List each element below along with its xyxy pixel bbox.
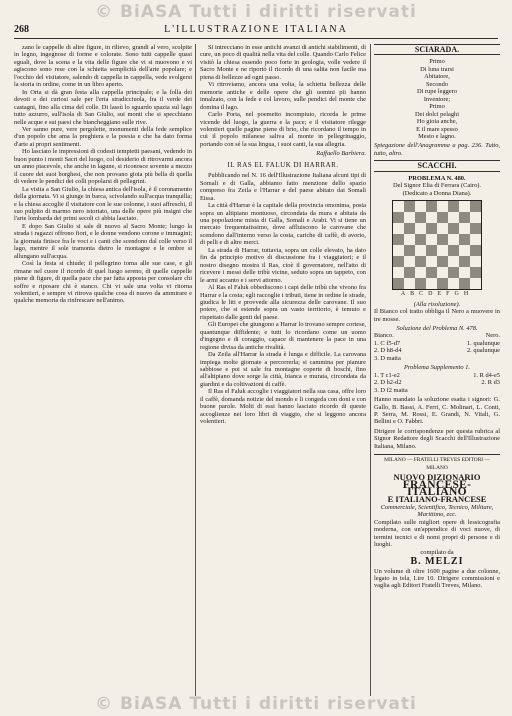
board-square — [459, 201, 470, 212]
chess-board — [392, 200, 482, 290]
scacchi-heading: SCACCHI. — [374, 160, 500, 171]
board-square — [459, 223, 470, 234]
board-square — [415, 212, 426, 223]
verse-line: Primo — [429, 58, 445, 66]
board-square — [459, 267, 470, 278]
paragraph: Vi ritroviamo, ancora una volta, la schietta bellezza delle memorie antiche e delle opere che gli uomini pii hanno innalzato, con la fede e col lavoro, sulle pendici del monte che domina il lago. — [200, 81, 366, 111]
board-square — [426, 223, 437, 234]
board-square — [393, 223, 404, 234]
board-square — [426, 201, 437, 212]
board-square — [393, 245, 404, 256]
solution-move-row — [374, 340, 500, 347]
article-paragraph: Pubblicando nel N. 16 dell'Illustrazione Italiana alcuni tipi di Somali e di Galla, abbiamo fatto menzione dello spazio compreso fra Zeila e l'Harrar e del paese abitato dai Somali Eissa. — [200, 172, 366, 202]
board-square — [404, 223, 415, 234]
board-square — [470, 223, 481, 234]
ad-details: Compilato sulle migliori opere di lessicografia moderna, con un'appendice di voci nuove, di termini tecnici e di nomi propri di persone e di luoghi. — [374, 518, 500, 549]
board-instruction: Il Bianco col tratto obbliga il Nero a muovere in tre mosse. — [374, 308, 500, 323]
board-square — [393, 256, 404, 267]
ad-author: B. MELZI — [410, 556, 464, 568]
board-square — [426, 256, 437, 267]
paragraph: In Orta si dà gran festa alla cappella principale; e la folla dei devoti e dei curiosi sale per l'erta stradicciuola, fra il verde dei castagni, fino alla cima del colle. Di lassù lo sguardo spazia sul lago tutto azzurro, sull'isola di San Giulio, sui monti che si specchiano nelle acque e sui paesi che biancheggiano sulle rive. — [14, 88, 192, 126]
verse-line: Dei dolci pelaghi — [414, 110, 459, 118]
board-square — [437, 278, 448, 289]
article-paragraph: La città d'Harrar è la capitale della provincia omonima, posta sopra un altipiano montuoso, circondata da mura e abitata da una popolazione mista di Galla, Somali e Arabi. Vi si tiene un mercato frequentatissimo, dove affluiscono le carovane che scendono dall'interno verso la costa, cariche di caffè, di avorio, di pelli e di altre merci. — [200, 202, 366, 247]
board-square — [470, 267, 481, 278]
verse-line: Mesto e lagno. — [418, 132, 456, 140]
board-square — [415, 234, 426, 245]
supplement-heading: Problema Supplemento 1. — [404, 364, 470, 372]
solution-move-row — [374, 347, 500, 354]
board-square — [448, 267, 459, 278]
column-rule-1 — [195, 44, 196, 696]
board-square — [459, 234, 470, 245]
black-move: 1. qualunque — [466, 339, 500, 347]
board-square — [415, 223, 426, 234]
verse-line: Primo — [429, 103, 445, 111]
board-file-letters: ABCDEFGH — [400, 291, 474, 298]
supplement-move-row — [374, 387, 500, 394]
board-square — [437, 201, 448, 212]
paragraph: Così la festa si chiude; il pellegrino torna alle sue case, e gli rimane nel cuore il ricordo di quel luogo sereno, di quelle cappelle piene di figure, di quella pace che par fatta apposta per consolare chi soffre e riposare chi è stanco. Chi vi sale una volta vi ritorna volentieri, e sempre vi ritrova qualche cosa di nuovo da ammirare e qualche memoria da rinfrescare nell'animo. — [14, 260, 192, 305]
ad-author-prefix: compilato da — [420, 548, 454, 556]
board-square — [448, 278, 459, 289]
board-square — [393, 201, 404, 212]
white-label: Bianco. — [374, 332, 394, 340]
black-move: 2. qualunque — [466, 347, 500, 355]
board-square — [448, 245, 459, 256]
board-square — [415, 245, 426, 256]
board-square — [415, 267, 426, 278]
paragraph: Ho lasciato le impressioni di codesti tempietti paesani, vedendo in buon punto i monti Sacri del luogo, col desiderio di ritrovarmi ancora un anno piacevole, che anche in lagune, si riconosce sovente a mezzo il cuore dei suoi borghesi, che non provano gioia più bella di quella di vedere le pendici dei colli popolarsi di pellegrini. — [14, 148, 192, 186]
black-move: 2. R d3 — [481, 379, 500, 387]
ad-title-line3: E ITALIANO-FRANCESE — [387, 494, 487, 505]
verse-line: Di rupe leggero — [416, 88, 458, 96]
board-square — [437, 245, 448, 256]
verse-line: Ho gioia anche, — [416, 118, 458, 126]
board-square — [470, 212, 481, 223]
board-square — [437, 212, 448, 223]
ad-title-line2: FRANCESE-ITALIANO — [402, 478, 472, 499]
article-paragraph: Il Ras el Faluk accoglie i viaggiatori nella sua casa, offre loro il caffè, domanda notizie del mondo e li congeda con doni e con buone parole. Molti di essi hanno lasciato ricordo di queste accoglienze nei loro libri di viaggio, che si leggono ancora volentieri. — [200, 388, 366, 426]
correspondence-notice: Dirigere le corrispondenze per questa rubrica al Signor Redattore degli Scacchi dell'Illustrazione Italiana, Milano. — [374, 427, 500, 450]
ad-subtitle: Commerciale, Scientifico, Tecnico, Militare, Marittimo, ecc. — [380, 503, 494, 519]
board-square — [470, 201, 481, 212]
board-square — [448, 212, 459, 223]
watermark-top: © BiASA Tutti i diritti riservati — [95, 2, 417, 22]
article-paragraph: Da Zeila all'Harrar la strada è lunga e difficile. La carovana impiega molte giornate a percorrerla; si cammina per pianure sabbiose e poi si sale fra montagne coperte di boschi, fino all'altipiano dove sorge la città, bianca e murata, circondata da giardini e da coltivazioni di caffè. — [200, 351, 366, 388]
paragraph: E dopo San Giulio si sale di nuovo al Sacro Monte; lungo la strada i ragazzi offrono fiori, e le donne vendono corone e immagini; la giornata finisce fra le voci e i canti che scendono dal colle verso il lago, mentre il sole tramonta dietro le montagne e le ombre si allungano sull'acqua. — [14, 222, 192, 260]
board-square — [404, 267, 415, 278]
board-square — [437, 223, 448, 234]
white-move: 2. D h8-d4 — [374, 347, 402, 355]
board-square — [393, 212, 404, 223]
board-square — [393, 267, 404, 278]
black-label: Nero. — [485, 332, 500, 340]
page-number: 268 — [14, 24, 29, 35]
problem-note: (Dedicato a Donna Diana). — [402, 189, 472, 197]
verse-line: E il mare spesso — [416, 125, 458, 133]
board-square — [448, 256, 459, 267]
verse-line: Abitatore, — [424, 73, 450, 81]
paragraph: La visita a San Giulio, la chiesa antica dell'isola, è il coronamento della giornata. Vi si giunge in barca, scivolando sull'acqua tranquilla; e la chiesa accoglie il visitatore con le sue colonne, i suoi affreschi, il suo pulpito di marmo nero istoriato, una delle opere più insigni che l'arte lombarda dei primi secoli ci abbia lasciato. — [14, 185, 192, 223]
column-rule-2 — [370, 44, 371, 696]
white-move: 2. D h2-d2 — [374, 379, 402, 387]
board-square — [393, 234, 404, 245]
ad-footer: Un volume di oltre 1600 pagine a due colonne, legato in tela, Lire 10. Dirigere commissioni e vaglia agli Editori Fratelli Treves, Milano. — [374, 567, 500, 590]
paragraph: Si intrecciano in esse antichi avanzi di antichi stabilimenti, di cure, un poco di qualità nella vita del colle. Quando Carlo Felice visitò la chiesa essendo poco forte in geologia, volle vedere il Sacro Monte e ne riportò il ricordo di una salita non facile ma piena di bellezze ad ogni passo. — [200, 44, 366, 81]
board-square — [426, 212, 437, 223]
white-move: 1. C f5-d7 — [374, 339, 401, 347]
board-square — [459, 245, 470, 256]
verse-line: Secondo — [425, 80, 448, 88]
board-square — [448, 234, 459, 245]
problem-author: Del Signor Elia di Ferrara (Cairo). — [392, 182, 482, 190]
board-square — [459, 212, 470, 223]
solution-move-row — [374, 355, 500, 362]
black-move: 1. R d4-e5 — [473, 371, 500, 379]
paragraph: Carlo Porta, nel poemetto incompiuto, ricorda le prime vicende del luogo, la guerra e la pace; e il visitatore rilegge volentieri quelle pagine piene di brio, che ricordano il tempo in cui il popolo milanese saliva al monte in pellegrinaggio, portando con sé la sua lingua, i suoi canti, la sua allegria. — [200, 111, 366, 148]
board-square — [470, 256, 481, 267]
board-square — [404, 201, 415, 212]
board-square — [415, 201, 426, 212]
publisher-line: MILANO — FRATELLI TREVES EDITORI — MILANO — [384, 457, 490, 471]
sciarada-heading: SCIARADA. — [374, 44, 500, 55]
ad-title-line1: NUOVO DIZIONARIO — [393, 472, 481, 483]
board-square — [459, 256, 470, 267]
solution-columns — [374, 332, 500, 339]
board-square — [437, 267, 448, 278]
supplement-move-row — [374, 379, 500, 386]
board-square — [426, 278, 437, 289]
board-square — [459, 278, 470, 289]
watermark-bottom: © BiASA Tutti i diritti riservati — [95, 694, 417, 714]
white-move: 3. D f2 matta — [374, 386, 408, 394]
page-header — [14, 24, 498, 39]
board-square — [404, 234, 415, 245]
sciarada-solution: Spiegazione dell'Anagramma a pag. 236. Tutto, tutto, altro. — [374, 142, 500, 157]
ad-divider — [374, 454, 500, 455]
board-square — [470, 278, 481, 289]
board-square — [404, 212, 415, 223]
column-3 — [374, 44, 500, 696]
article-paragraph: Gli Europei che giungono a Harrar lo trovano sempre cortese, quantunque diffidente; e tutti lo ricordano come un uomo d'ingegno e di coraggio, capace di mantenere la pace in una regione divisa da antiche rivalità. — [200, 321, 366, 351]
verse-line: Di luna trarsi — [420, 65, 454, 73]
board-square — [426, 267, 437, 278]
board-square — [470, 245, 481, 256]
column-2 — [200, 44, 366, 696]
article-paragraph: Al Ras el Faluk obbediscono i capi delle tribù che vivono fra Harrar e la costa; egli raccoglie i tributi, tiene in ordine le strade, giudica le liti e provvede alla sicurezza delle carovane. Il suo potere, che si estende sopra un vasto territorio, è temuto e rispettato dalle genti del paese. — [200, 284, 366, 321]
sciarada-verse — [374, 58, 500, 140]
board-square — [415, 278, 426, 289]
board-square — [415, 256, 426, 267]
board-square — [448, 223, 459, 234]
white-move: 1. T c1-e2 — [374, 371, 400, 379]
board-square — [404, 245, 415, 256]
article-paragraph: La strada di Harrar, tuttavia, sopra un colle elevato, ha dato fin da principio motivo di discussione fra i viaggiatori; e il nostro disegno mostra il Ras, cioè il governatore, nell'atto di ricevere i messi delle tribù vicine, seduto sopra un tappeto, con le armi accanto e i servi attorno. — [200, 246, 366, 284]
solvers-list: Hanno mandato la soluzione esatta i signori: G. Gallo, B. Bassi, A. Ferri, C. Molinari, L. Conti, P. Serra, M. Rossi, E. Grandi, N. Vitali, G. Bellini e O. Fabbri. — [374, 396, 500, 426]
board-square — [470, 234, 481, 245]
article-title: IL RAS EL FALUK DI HARRAR. — [227, 160, 339, 169]
supplement-move-row — [374, 372, 500, 379]
author-signature: Raffaello Barbiera. — [316, 150, 366, 158]
board-square — [426, 245, 437, 256]
board-square — [404, 278, 415, 289]
board-caption: (Alla risoluzione). — [413, 300, 461, 308]
running-title: L'ILLUSTRAZIONE ITALIANA — [164, 24, 348, 35]
solution-heading: Soluzione del Problema N. 478. — [396, 324, 478, 332]
problem-heading: PROBLEMA N. 480. — [408, 174, 466, 182]
column-1 — [14, 44, 192, 696]
white-move: 3. D matta — [374, 354, 401, 362]
board-square — [426, 234, 437, 245]
verse-line: Inventore; — [423, 95, 451, 103]
board-square — [404, 256, 415, 267]
board-square — [448, 201, 459, 212]
paragraph: zano le cappelle di altre figure, in rilievo, grandi al vero, scolpite in legno, ingegnose di forme e colorate. Sono tutti cappelle quasi eguali, dove la scena e la vita delle figure che vi si muovono e vi agiscono sono rese con la schietta semplicità dell'arte popolare; e l'occhio del visitatore, salendo di cappella in cappella, vede svolgersi la storia in ordine, come in un libro aperto. — [14, 44, 192, 89]
paragraph: Ver sanno pure, vere pergolette, monumenti della fede semplice d'un popolo che ama la preghiera e la poesia e che ha dato forma d'arte ai propri sentimenti. — [14, 125, 192, 148]
board-square — [437, 256, 448, 267]
board-square — [393, 278, 404, 289]
board-square — [437, 234, 448, 245]
